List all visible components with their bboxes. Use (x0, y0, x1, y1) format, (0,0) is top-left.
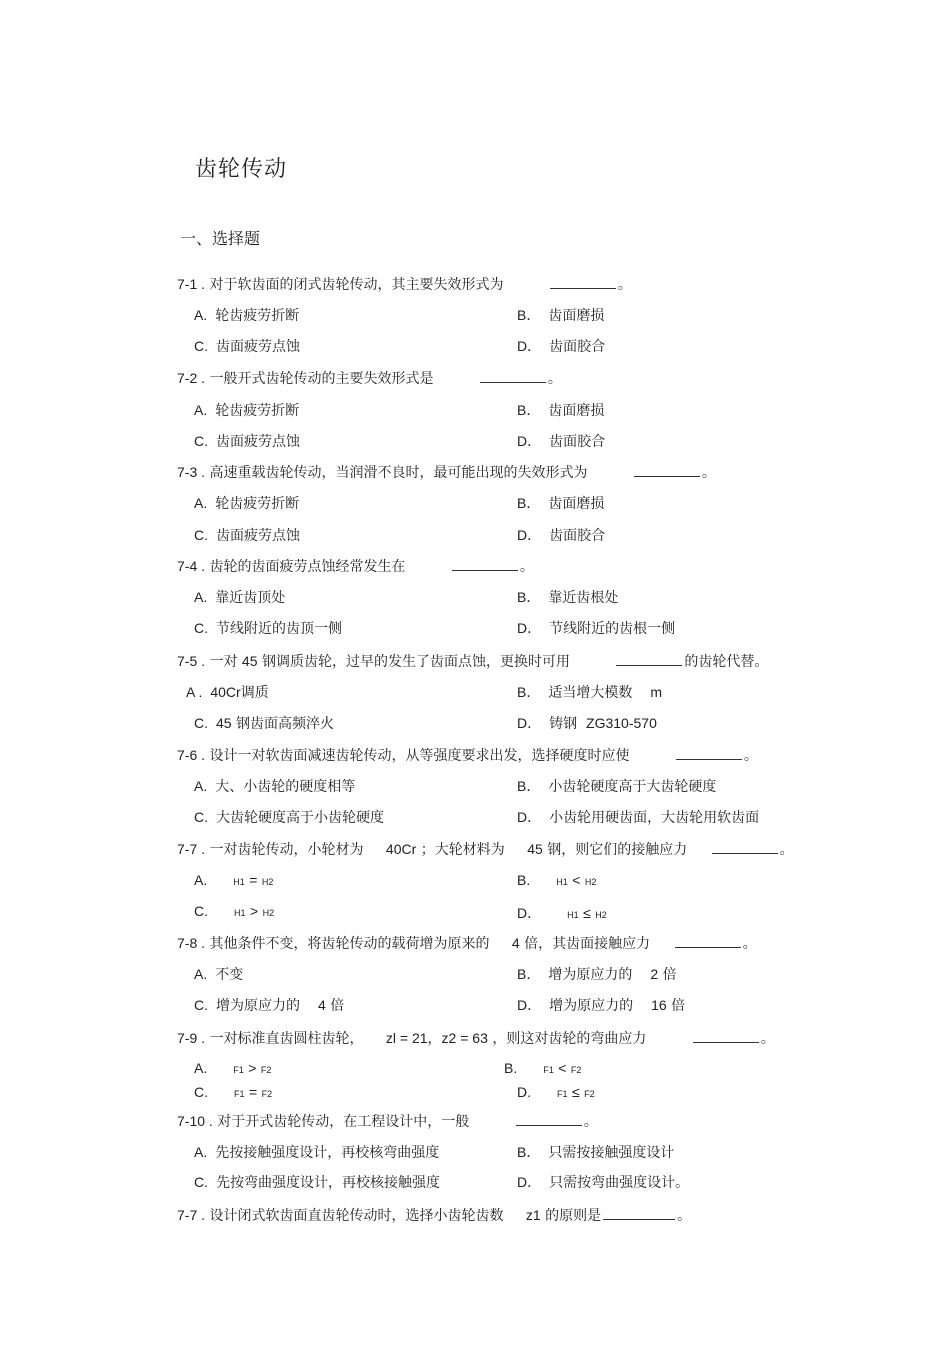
answer-blank (693, 1030, 759, 1043)
option-b (517, 400, 604, 420)
question-text: 的原则是 (545, 1208, 602, 1224)
option-symbol: F1 (234, 1089, 245, 1099)
option-a (194, 1142, 439, 1162)
option-c (194, 1172, 440, 1192)
option-key: D． (517, 527, 542, 543)
option-symbol: H1 (233, 877, 245, 887)
option-symbol: H2 (262, 908, 275, 918)
option-operator: ≤ (571, 1084, 580, 1100)
option-key: A. (194, 966, 208, 982)
option-b (517, 964, 677, 984)
option-b (517, 682, 662, 702)
question-7-9 (177, 1028, 775, 1048)
option-c (194, 525, 300, 545)
option-key: A. (194, 402, 208, 418)
option-value: m (650, 684, 663, 700)
option-a (194, 400, 299, 420)
option-text: 增为原应力的 (548, 967, 633, 983)
question-end: 。 (583, 1114, 598, 1130)
option-symbol: F2 (584, 1089, 595, 1099)
option-symbol: H1 (556, 877, 568, 887)
answer-blank (712, 841, 778, 854)
option-d (517, 336, 605, 356)
question-text: 倍，其齿面接触应力 (524, 936, 651, 952)
option-symbol: H2 (261, 877, 274, 887)
question-text: 钢，则它们的接触应力 (547, 842, 688, 858)
question-value: zl = 21，z2 = 63 (385, 1030, 488, 1046)
option-key: B． (517, 402, 541, 418)
option-text: 齿面胶合 (549, 339, 606, 355)
option-a (186, 682, 269, 702)
option-b (517, 776, 716, 796)
option-symbol: F2 (261, 1089, 273, 1099)
question-7-3 (177, 462, 716, 482)
option-text: 只需按接触强度设计 (548, 1145, 675, 1161)
question-number: 7-9 . (177, 1030, 206, 1046)
option-key: B． (517, 1144, 541, 1160)
question-end: 。 (742, 936, 757, 952)
question-7-1 (177, 274, 632, 294)
question-number: 7-1 . (177, 276, 206, 292)
answer-blank (452, 558, 518, 571)
option-value: 45 (216, 715, 232, 731)
option-a (194, 587, 285, 607)
option-key: D． (517, 620, 542, 636)
question-7-4 (177, 556, 534, 576)
option-key: C. (194, 809, 208, 825)
option-text: 铸钢 (549, 716, 578, 732)
option-d (517, 903, 607, 923)
option-text: 倍 (330, 998, 345, 1014)
question-end: 的齿轮代替。 (684, 654, 769, 670)
question-number: 7-5 . (177, 653, 206, 669)
option-b (517, 587, 618, 607)
answer-blank (480, 370, 546, 383)
question-number: 7-7 . (177, 841, 206, 857)
option-key: C. (194, 433, 208, 449)
option-text: 轮齿疲劳折断 (215, 496, 300, 512)
option-text: 小齿轮用硬齿面，大齿轮用软齿面 (549, 810, 760, 826)
option-operator: ≤ (583, 905, 591, 921)
option-c (194, 1084, 272, 1101)
option-key: B. (504, 1060, 518, 1076)
option-c (194, 995, 344, 1015)
question-7-7-design (177, 1205, 691, 1225)
question-text: 一般开式齿轮传动的主要失效形式是 (209, 371, 434, 387)
option-d (517, 1084, 595, 1101)
option-text: 齿面磨损 (548, 496, 605, 512)
option-value: 2 (650, 966, 659, 982)
option-a (194, 964, 243, 984)
option-c (194, 336, 300, 356)
option-operator: = (249, 872, 258, 888)
option-symbol: F1 (233, 1065, 244, 1075)
question-text: 设计闭式软齿面直齿轮传动时，选择小齿轮齿数 (209, 1208, 504, 1224)
question-end: 。 (547, 371, 562, 387)
option-text: 轮齿疲劳折断 (215, 308, 300, 324)
option-key: D． (517, 433, 542, 449)
option-text: 大齿轮硬度高于小齿轮硬度 (216, 810, 384, 826)
option-key: C. (194, 1084, 208, 1100)
option-d (517, 525, 605, 545)
question-7-2 (177, 368, 562, 388)
question-value: 45 (527, 841, 543, 857)
question-value: 40Cr (385, 841, 417, 857)
answer-blank (675, 935, 741, 948)
option-value: ZG310-570 (586, 715, 657, 731)
option-key: C. (194, 903, 208, 919)
option-key: D． (517, 1174, 542, 1190)
option-key: C. (194, 620, 208, 636)
option-key: A. (194, 778, 208, 794)
option-text: 齿面胶合 (549, 528, 606, 544)
option-symbol: F1 (543, 1065, 554, 1075)
question-value: 45 (241, 653, 258, 669)
option-text: 靠近齿顶处 (215, 590, 286, 606)
section-heading: 一、选择题 (180, 229, 261, 248)
question-end: 。 (760, 1031, 775, 1047)
question-end: 。 (743, 748, 758, 764)
option-symbol: F2 (260, 1065, 272, 1075)
option-text: 齿面疲劳点蚀 (216, 434, 300, 450)
option-key: A . (186, 684, 203, 700)
question-text: 齿轮的齿面疲劳点蚀经常发生在 (209, 559, 406, 575)
option-key: B． (517, 589, 541, 605)
question-7-5 (177, 651, 768, 671)
option-key: C. (194, 527, 208, 543)
question-end: 。 (779, 842, 794, 858)
option-operator: = (248, 1084, 258, 1100)
option-text: 大、小齿轮的硬度相等 (215, 779, 356, 795)
question-7-8 (177, 933, 757, 953)
option-b (504, 1060, 581, 1077)
option-d (517, 1172, 689, 1192)
question-number: 7-3 . (177, 464, 206, 480)
option-text: 只需按弯曲强度设计。 (549, 1175, 690, 1191)
question-value: 4 (511, 935, 520, 951)
question-7-7 (177, 839, 794, 859)
option-key: A. (194, 1144, 208, 1160)
question-number: 7-4 . (177, 558, 206, 574)
option-d (517, 618, 675, 638)
option-key: A. (194, 872, 208, 888)
option-key: C. (194, 1174, 208, 1190)
option-text: 增为原应力的 (216, 998, 300, 1014)
answer-blank (676, 747, 742, 760)
question-number: 7-6 . (177, 747, 206, 763)
option-text: 增为原应力的 (549, 998, 634, 1014)
option-key: A. (194, 307, 208, 323)
answer-blank (603, 1207, 675, 1220)
option-a (194, 776, 355, 796)
option-key: B． (517, 495, 541, 511)
option-text: 钢齿面高频淬火 (236, 716, 335, 732)
question-end: 。 (677, 1208, 692, 1224)
question-text: ；大轮材料为 (420, 842, 505, 858)
option-text: 调质 (240, 685, 269, 701)
option-operator: > (248, 1060, 257, 1076)
question-end: 。 (617, 277, 632, 293)
option-symbol: H1 (234, 908, 246, 918)
option-text: 齿面疲劳点蚀 (216, 528, 300, 544)
option-key: B． (517, 307, 541, 323)
question-text: 钢调质齿轮，过早的发生了齿面点蚀，更换时可用 (261, 654, 570, 670)
option-key: B． (517, 966, 541, 982)
option-key: A. (194, 1060, 208, 1076)
option-key: B． (517, 684, 541, 700)
option-text: 小齿轮硬度高于大齿轮硬度 (548, 779, 717, 795)
option-b (517, 493, 604, 513)
question-text: ，则这对齿轮的弯曲应力 (492, 1031, 647, 1047)
option-key: C. (194, 997, 208, 1013)
option-operator: < (558, 1060, 567, 1076)
option-c (194, 713, 334, 733)
option-text: 倍 (671, 998, 686, 1014)
option-text: 先按弯曲强度设计，再校核接触强度 (216, 1175, 440, 1191)
option-symbol: F2 (570, 1065, 582, 1075)
option-c (194, 903, 274, 920)
option-text: 齿面疲劳点蚀 (216, 339, 300, 355)
option-key: B. (517, 872, 531, 888)
option-text: 靠近齿根处 (548, 590, 619, 606)
option-key: B． (517, 778, 541, 794)
option-d (517, 995, 685, 1015)
option-a (194, 1060, 271, 1077)
question-number: 7-2 . (177, 370, 206, 386)
option-operator: < (572, 872, 581, 888)
option-operator: > (249, 903, 259, 919)
question-text: 设计一对软齿面减速齿轮传动，从等强度要求出发，选择硬度时应使 (209, 748, 630, 764)
option-symbol: F1 (557, 1089, 568, 1099)
option-key: D． (517, 715, 542, 731)
question-text: 一对 (209, 654, 238, 670)
question-number: 7-7 . (177, 1207, 206, 1223)
option-value: 16 (651, 997, 667, 1013)
option-c (194, 807, 384, 827)
option-symbol: H2 (584, 877, 597, 887)
option-text: 节线附近的齿顶一侧 (216, 621, 342, 637)
answer-blank (550, 276, 616, 289)
question-end: 。 (519, 559, 534, 575)
option-text: 齿面磨损 (548, 308, 605, 324)
answer-blank (634, 464, 700, 477)
option-text: 先按接触强度设计，再校核弯曲强度 (215, 1145, 440, 1161)
option-b (517, 1142, 674, 1162)
option-key: D． (517, 338, 542, 354)
option-text: 倍 (662, 967, 677, 983)
question-text: 高速重载齿轮传动，当润滑不良时，最可能出现的失效形式为 (209, 465, 588, 481)
option-c (194, 618, 342, 638)
option-symbol: H1 (567, 910, 579, 920)
option-text: 齿面胶合 (549, 434, 606, 450)
option-key: A. (194, 589, 208, 605)
answer-blank (616, 653, 682, 666)
option-key: D． (517, 997, 542, 1013)
question-7-10 (177, 1111, 598, 1131)
option-d (517, 807, 759, 827)
question-text: 一对标准直齿圆柱齿轮， (209, 1031, 364, 1047)
option-text: 适当增大模数 (548, 685, 633, 701)
question-text: 一对齿轮传动，小轮材为 (209, 842, 364, 858)
question-text: 对于软齿面的闭式齿轮传动，其主要失效形式为 (209, 277, 504, 293)
option-key: A. (194, 495, 208, 511)
option-key: D. (517, 1084, 531, 1100)
option-a (194, 305, 299, 325)
option-key: C. (194, 338, 208, 354)
option-value: 40Cr (210, 684, 241, 700)
option-c (194, 431, 300, 451)
question-value: z1 (525, 1207, 541, 1223)
option-key: D． (517, 905, 542, 921)
question-number: 7-8 . (177, 935, 206, 951)
option-text: 齿面磨损 (548, 403, 605, 419)
option-text: 不变 (215, 967, 244, 983)
question-text: 对于开式齿轮传动，在工程设计中，一般 (217, 1114, 470, 1130)
option-d (517, 431, 605, 451)
option-symbol: H2 (595, 910, 607, 920)
option-a (194, 493, 299, 513)
option-text: 节线附近的齿根一侧 (549, 621, 676, 637)
option-key: C. (194, 715, 208, 731)
option-d (517, 713, 657, 733)
page-title: 齿轮传动 (195, 157, 288, 182)
option-key: D． (517, 809, 542, 825)
question-7-6 (177, 745, 758, 765)
question-number: 7-10 . (177, 1113, 213, 1129)
option-b (517, 872, 596, 889)
answer-blank (516, 1113, 582, 1126)
option-value: 4 (318, 997, 326, 1013)
option-text: 轮齿疲劳折断 (215, 403, 300, 419)
question-text: 其他条件不变，将齿轮传动的载荷增为原来的 (209, 936, 490, 952)
option-b (517, 305, 604, 325)
question-end: 。 (701, 465, 716, 481)
option-a (194, 872, 273, 889)
